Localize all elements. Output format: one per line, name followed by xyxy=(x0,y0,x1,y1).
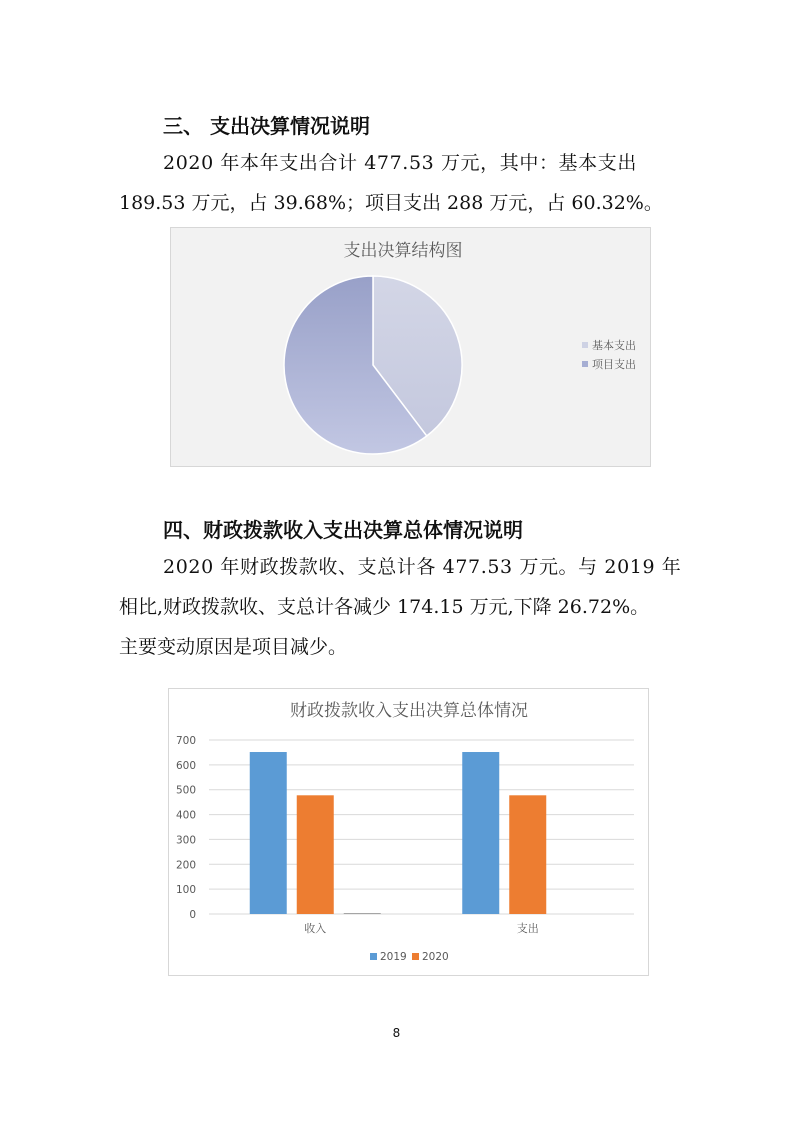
bar-legend-label-2: 2020 xyxy=(422,951,449,963)
bar-1-1 xyxy=(250,752,287,914)
y-tick-label: 700 xyxy=(175,735,196,747)
section3-para-line1: 2020 年本年支出合计 477.53 万元，其中：基本支出 xyxy=(163,152,637,174)
bar-legend-swatch-1 xyxy=(370,953,377,960)
y-tick-label: 600 xyxy=(175,759,196,772)
x-category-label: 支出 xyxy=(516,922,539,935)
bar-1-2 xyxy=(297,795,334,914)
bar-2-1 xyxy=(462,752,499,914)
pie-chart xyxy=(170,227,651,467)
pie-chart-title: 支出决算结构图 xyxy=(343,241,463,261)
section3-heading: 三、 支出决算情况说明 xyxy=(163,114,370,138)
pie-chart-svg xyxy=(171,228,650,466)
x-category-label: 收入 xyxy=(304,922,327,935)
pie-legend-label-1: 基本支出 xyxy=(592,339,636,352)
y-tick-label: 100 xyxy=(175,884,196,897)
section4-heading: 四、财政拨款收入支出决算总体情况说明 xyxy=(163,518,523,542)
section3-para-line2: 189.53 万元，占 39.68%；项目支出 288 万元，占 60.32%。 xyxy=(119,192,663,214)
y-tick-label: 200 xyxy=(175,859,196,872)
pie-legend-label-2: 项目支出 xyxy=(592,358,636,371)
section4-para-line3: 主要变动原因是项目减少。 xyxy=(119,636,348,658)
y-tick-label: 400 xyxy=(175,809,196,822)
pie-legend-swatch-1 xyxy=(582,342,588,348)
y-tick-label: 0 xyxy=(189,909,196,921)
bar-legend-swatch-2 xyxy=(412,953,419,960)
bar-1-3 xyxy=(344,913,381,914)
pie-legend-swatch-2 xyxy=(582,361,588,367)
section4-para-line1: 2020 年财政拨款收、支总计各 477.53 万元。与 2019 年 xyxy=(163,556,682,578)
page-number: 8 xyxy=(392,1026,401,1040)
bar-2-2 xyxy=(509,795,546,914)
y-tick-label: 300 xyxy=(175,834,196,847)
bar-chart xyxy=(168,688,649,976)
bar-legend-label-1: 2019 xyxy=(380,951,407,963)
bar-chart-svg xyxy=(169,689,648,975)
bar-chart-title: 财政拨款收入支出决算总体情况 xyxy=(290,701,528,721)
section4-para-line2: 相比,财政拨款收、支总计各减少 174.15 万元,下降 26.72%。 xyxy=(119,596,650,618)
y-tick-label: 500 xyxy=(175,784,196,797)
